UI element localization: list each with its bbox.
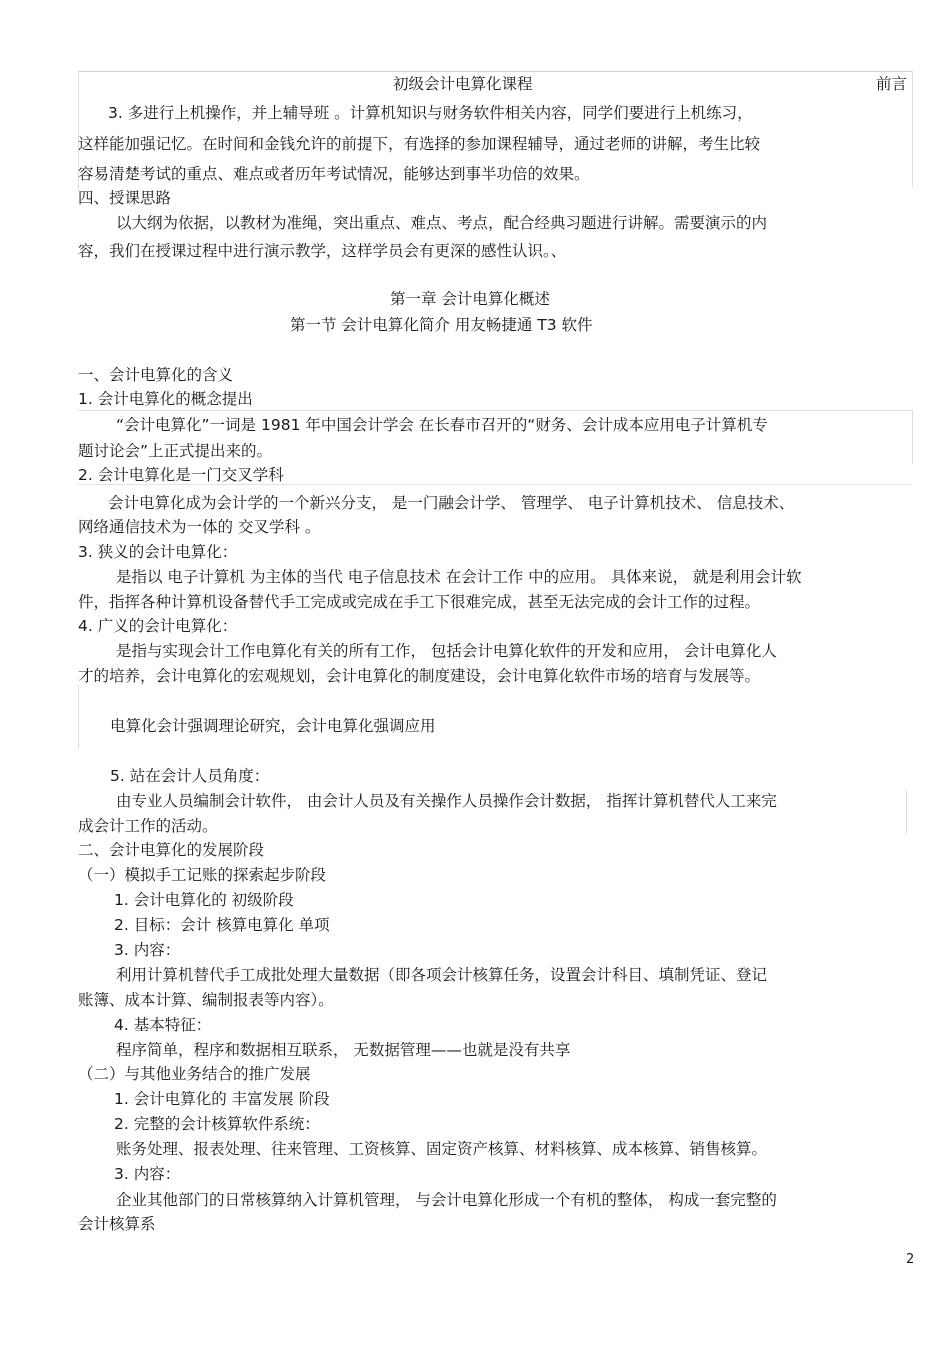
- text-line: 利用计算机替代手工成批处理大量数据（即各项会计核算任务，设置会计科目、填制凭证、登记: [116, 966, 768, 984]
- text-line: 成会计工作的活动。: [78, 817, 218, 835]
- subheading: 1. 会计电算化的概念提出: [78, 390, 253, 408]
- text-line: 会计核算系: [78, 1215, 156, 1233]
- margin-rule-right-2: [912, 410, 913, 464]
- subheading: 2. 会计电算化是一门交叉学科: [78, 466, 284, 484]
- chapter-title: 第一章 会计电算化概述: [390, 290, 550, 308]
- text-line: 企业其他部门的日常核算纳入计算机管理， 与会计电算化形成一个有机的整体， 构成一套完整的: [116, 1191, 777, 1209]
- section-title: 第一节 会计电算化简介 用友畅捷通 T3 软件: [290, 316, 593, 334]
- subheading: 4. 广义的会计电算化：: [78, 617, 238, 635]
- text-line: “会计电算化”一词是 1981 年中国会计学会 在长春市召开的“财务、会计成本应用电子计算机专: [116, 416, 768, 434]
- text-line: 才的培养，会计电算化的宏观规划，会计电算化的制度建设，会计电算化软件市场的培育与发展等。: [78, 667, 761, 685]
- section-heading: 一、会计电算化的含义: [78, 366, 234, 384]
- subheading: （一）模拟手工记账的探索起步阶段: [78, 866, 327, 884]
- text-line: 电算化会计强调理论研究，会计电算化强调应用: [110, 717, 436, 735]
- section-rule: [78, 410, 912, 411]
- list-item: 3. 内容：: [114, 941, 181, 959]
- list-item: 1. 会计电算化的 初级阶段: [114, 891, 294, 909]
- text-line: 是指与实现会计工作电算化有关的所有工作， 包括会计电算化软件的开发和应用， 会计电算化人: [116, 642, 777, 660]
- text-line: 由专业人员编制会计软件， 由会计人员及有关操作人员操作会计数据， 指挥计算机替代人工来完: [116, 792, 777, 810]
- list-item: 2. 完整的会计核算软件系统：: [114, 1115, 320, 1133]
- header-title: 初级会计电算化课程: [393, 75, 533, 93]
- margin-rule-right-3: [906, 790, 907, 834]
- list-item: 2. 目标：会计 核算电算化 单项: [114, 916, 330, 934]
- text-line: 容，我们在授课过程中进行演示教学，这样学员会有更深的感性认识。、: [78, 242, 567, 260]
- text-line: 会计电算化成为会计学的一个新兴分支， 是一门融会计学、 管理学、 电子计算机技术、 信息技术、: [108, 494, 795, 512]
- text-line: 这样能加强记忆。在时间和金钱允许的前提下，有选择的参加课程辅导，通过老师的讲解，考生比较: [78, 135, 761, 153]
- text-line: 是指以 电子计算机 为主体的当代 电子信息技术 在会计工作 中的应用。 具体来说， 就是利用会计软: [116, 568, 802, 586]
- text-line: 网络通信技术为一体的 交叉学科 。: [78, 518, 321, 536]
- subheading: （二）与其他业务结合的推广发展: [78, 1065, 311, 1083]
- section-heading: 二、会计电算化的发展阶段: [78, 841, 265, 859]
- text-line: 题讨论会”上正式提出来的。: [78, 442, 273, 460]
- list-item: 1. 会计电算化的 丰富发展 阶段: [114, 1090, 330, 1108]
- list-item: 4. 基本特征：: [114, 1016, 212, 1034]
- subheading: 5. 站在会计人员角度：: [110, 767, 270, 785]
- text-line: 程序简单，程序和数据相互联系， 无数据管理——也就是没有共享: [116, 1041, 571, 1059]
- text-line: 账务处理、报表处理、往来管理、工资核算、固定资产核算、材料核算、成本核算、销售核算。: [116, 1140, 768, 1158]
- header-section: 前言: [876, 75, 908, 93]
- list-item: 3. 内容：: [114, 1165, 181, 1183]
- text-line: 以大纲为依据，以教材为准绳，突出重点、难点、考点，配合经典习题进行讲解。需要演示的内: [116, 214, 768, 232]
- text-line: 件，指挥各种计算机设备替代手工完成或完成在手工下很难完成，甚至无法完成的会计工作的过程。: [78, 593, 761, 611]
- text-line: 3. 多进行上机操作，并上辅导班 。计算机知识与财务软件相关内容，同学们要进行上机练习，: [108, 104, 753, 122]
- page-number: 2: [906, 1252, 915, 1267]
- margin-rule-right: [912, 71, 913, 187]
- section-heading: 四、授课思路: [78, 189, 172, 207]
- text-line: 容易清楚考试的重点、难点或者历年考试情况，能够达到事半功倍的效果。: [78, 165, 590, 183]
- subheading: 3. 狭义的会计电算化：: [78, 543, 238, 561]
- text-line: 账簿、成本计算、编制报表等内容）。: [78, 991, 334, 1009]
- margin-rule-left-2: [78, 685, 79, 749]
- header-rule: [78, 71, 912, 72]
